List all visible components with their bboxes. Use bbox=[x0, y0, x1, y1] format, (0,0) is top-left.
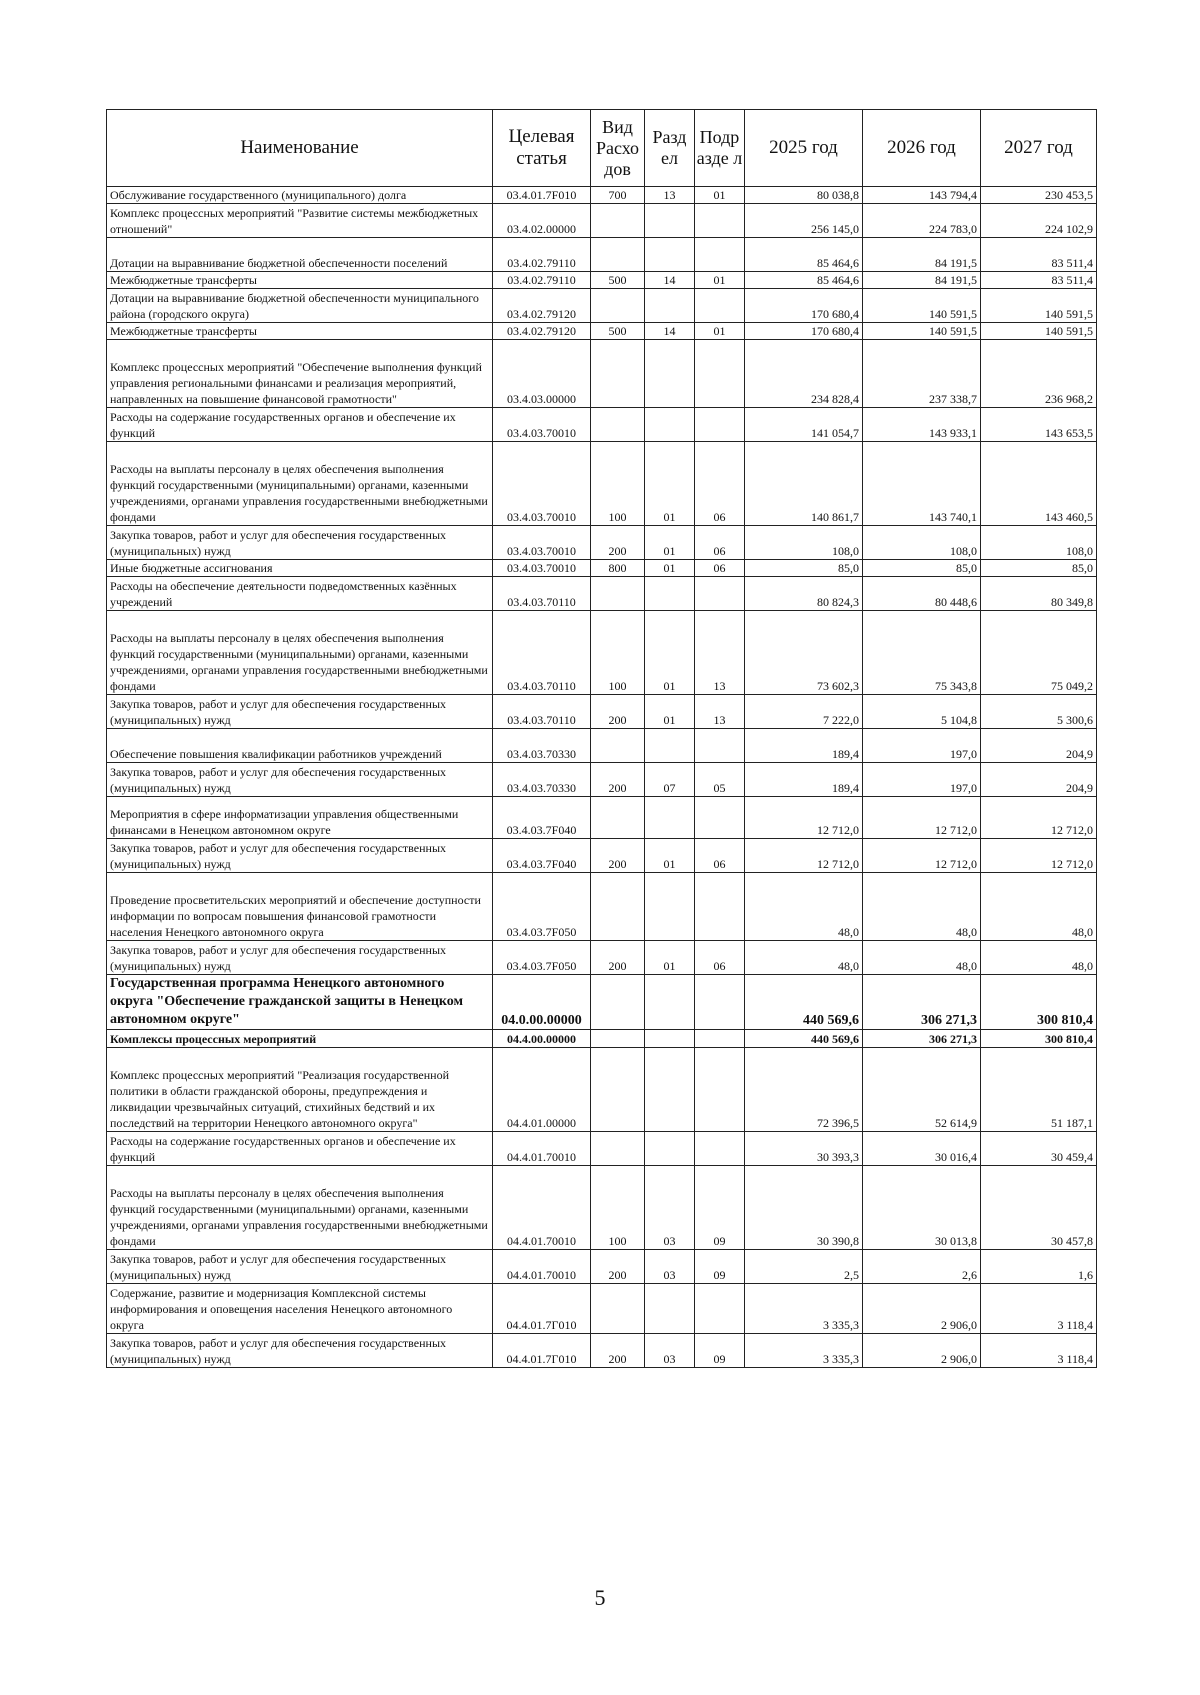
row-expense-type: 200 bbox=[591, 1334, 645, 1368]
row-name: Закупка товаров, работ и услуг для обеспечения государственных (муниципальных) нужд bbox=[107, 941, 493, 975]
row-amount-2026: 48,0 bbox=[863, 873, 981, 941]
row-name: Комплекс процессных мероприятий "Развитие системы межбюджетных отношений" bbox=[107, 204, 493, 238]
row-expense-type: 100 bbox=[591, 611, 645, 695]
row-subsection: 06 bbox=[695, 560, 745, 577]
row-amount-2025: 3 335,3 bbox=[745, 1334, 863, 1368]
row-section bbox=[645, 408, 695, 442]
row-amount-2027: 5 300,6 bbox=[981, 695, 1097, 729]
row-subsection bbox=[695, 238, 745, 272]
row-amount-2025: 80 824,3 bbox=[745, 577, 863, 611]
row-name: Закупка товаров, работ и услуг для обеспечения государственных (муниципальных) нужд bbox=[107, 526, 493, 560]
row-amount-2025: 108,0 bbox=[745, 526, 863, 560]
row-amount-2025: 12 712,0 bbox=[745, 797, 863, 839]
row-subsection bbox=[695, 408, 745, 442]
row-subsection bbox=[695, 1284, 745, 1334]
row-expense-type bbox=[591, 340, 645, 408]
row-amount-2025: 12 712,0 bbox=[745, 839, 863, 873]
row-subsection: 09 bbox=[695, 1250, 745, 1284]
row-target-code: 03.4.03.70330 bbox=[493, 763, 591, 797]
row-subsection: 09 bbox=[695, 1166, 745, 1250]
table-row bbox=[107, 187, 1097, 204]
row-amount-2027: 108,0 bbox=[981, 526, 1097, 560]
row-amount-2026: 197,0 bbox=[863, 729, 981, 763]
row-target-code: 04.4.01.7Г010 bbox=[493, 1334, 591, 1368]
row-expense-type: 100 bbox=[591, 442, 645, 526]
row-target-code: 03.4.02.00000 bbox=[493, 204, 591, 238]
header-section: Разд ел bbox=[645, 110, 695, 187]
row-amount-2025: 80 038,8 bbox=[745, 187, 863, 204]
row-subsection bbox=[695, 204, 745, 238]
table-row bbox=[107, 272, 1097, 289]
header-year-2025: 2025 год bbox=[745, 110, 863, 187]
row-amount-2027: 204,9 bbox=[981, 729, 1097, 763]
row-amount-2026: 108,0 bbox=[863, 526, 981, 560]
row-amount-2025: 30 393,3 bbox=[745, 1132, 863, 1166]
row-expense-type: 200 bbox=[591, 839, 645, 873]
row-section: 01 bbox=[645, 611, 695, 695]
row-amount-2027: 30 457,8 bbox=[981, 1166, 1097, 1250]
row-section: 01 bbox=[645, 442, 695, 526]
row-amount-2026: 52 614,9 bbox=[863, 1048, 981, 1132]
header-subsection: Подр азде л bbox=[695, 110, 745, 187]
row-amount-2026: 2 906,0 bbox=[863, 1284, 981, 1334]
row-amount-2027: 143 653,5 bbox=[981, 408, 1097, 442]
row-name: Расходы на выплаты персоналу в целях обеспечения выполнения функций государственными (муниципальными) органами, казенными учреждениями, органами управления государственными внебюджетными фондами bbox=[107, 442, 493, 526]
row-amount-2026: 75 343,8 bbox=[863, 611, 981, 695]
table-row bbox=[107, 1284, 1097, 1334]
row-expense-type bbox=[591, 1048, 645, 1132]
row-subsection bbox=[695, 975, 745, 1030]
row-target-code: 04.4.01.70010 bbox=[493, 1166, 591, 1250]
table-row bbox=[107, 340, 1097, 408]
row-name: Содержание, развитие и модернизация Комплексной системы информирования и оповещения населения Ненецкого автономного округа bbox=[107, 1284, 493, 1334]
row-name: Проведение просветительских мероприятий и обеспечение доступности информации по вопросам повышения финансовой грамотности населения Ненецкого автономного округа bbox=[107, 873, 493, 941]
table-row bbox=[107, 1048, 1097, 1132]
row-amount-2026: 30 013,8 bbox=[863, 1166, 981, 1250]
table-row bbox=[107, 975, 1097, 1030]
row-name: Межбюджетные трансферты bbox=[107, 323, 493, 340]
header-year-2027: 2027 год bbox=[981, 110, 1097, 187]
row-name: Закупка товаров, работ и услуг для обеспечения государственных (муниципальных) нужд bbox=[107, 1334, 493, 1368]
row-expense-type: 200 bbox=[591, 763, 645, 797]
row-subsection bbox=[695, 289, 745, 323]
row-amount-2025: 85,0 bbox=[745, 560, 863, 577]
row-subsection: 13 bbox=[695, 695, 745, 729]
table-row bbox=[107, 442, 1097, 526]
row-expense-type bbox=[591, 204, 645, 238]
row-subsection bbox=[695, 340, 745, 408]
row-subsection bbox=[695, 729, 745, 763]
row-expense-type: 200 bbox=[591, 941, 645, 975]
table-row bbox=[107, 408, 1097, 442]
row-amount-2025: 48,0 bbox=[745, 873, 863, 941]
row-target-code: 03.4.03.7F050 bbox=[493, 873, 591, 941]
row-target-code: 03.4.03.70010 bbox=[493, 408, 591, 442]
table-body bbox=[107, 187, 1097, 1368]
row-amount-2027: 12 712,0 bbox=[981, 797, 1097, 839]
row-expense-type: 700 bbox=[591, 187, 645, 204]
row-subsection bbox=[695, 797, 745, 839]
row-section bbox=[645, 873, 695, 941]
row-expense-type: 800 bbox=[591, 560, 645, 577]
row-section: 01 bbox=[645, 526, 695, 560]
table-row bbox=[107, 1334, 1097, 1368]
row-section: 14 bbox=[645, 323, 695, 340]
row-amount-2027: 75 049,2 bbox=[981, 611, 1097, 695]
row-amount-2026: 84 191,5 bbox=[863, 272, 981, 289]
row-subsection bbox=[695, 1048, 745, 1132]
row-section: 03 bbox=[645, 1250, 695, 1284]
row-amount-2025: 140 861,7 bbox=[745, 442, 863, 526]
row-amount-2027: 224 102,9 bbox=[981, 204, 1097, 238]
row-amount-2027: 143 460,5 bbox=[981, 442, 1097, 526]
row-subsection: 06 bbox=[695, 526, 745, 560]
row-expense-type bbox=[591, 577, 645, 611]
row-name: Расходы на выплаты персоналу в целях обеспечения выполнения функций государственными (муниципальными) органами, казенными учреждениями, органами управления государственными внебюджетными фондами bbox=[107, 1166, 493, 1250]
row-amount-2027: 3 118,4 bbox=[981, 1334, 1097, 1368]
table-row bbox=[107, 839, 1097, 873]
row-amount-2025: 85 464,6 bbox=[745, 272, 863, 289]
row-target-code: 04.4.01.70010 bbox=[493, 1132, 591, 1166]
row-name: Межбюджетные трансферты bbox=[107, 272, 493, 289]
row-subsection: 01 bbox=[695, 272, 745, 289]
row-amount-2027: 300 810,4 bbox=[981, 975, 1097, 1030]
row-subsection bbox=[695, 1030, 745, 1048]
row-section bbox=[645, 238, 695, 272]
row-name: Расходы на выплаты персоналу в целях обеспечения выполнения функций государственными (муниципальными) органами, казенными учреждениями, органами управления государственными внебюджетными фондами bbox=[107, 611, 493, 695]
row-amount-2025: 2,5 bbox=[745, 1250, 863, 1284]
row-name: Мероприятия в сфере информатизации управления общественными финансами в Ненецком автономном округе bbox=[107, 797, 493, 839]
row-amount-2026: 306 271,3 bbox=[863, 1030, 981, 1048]
row-section bbox=[645, 729, 695, 763]
row-amount-2025: 440 569,6 bbox=[745, 975, 863, 1030]
row-name: Расходы на содержание государственных органов и обеспечение их функций bbox=[107, 1132, 493, 1166]
row-target-code: 03.4.03.70110 bbox=[493, 577, 591, 611]
row-expense-type: 100 bbox=[591, 1166, 645, 1250]
row-amount-2027: 3 118,4 bbox=[981, 1284, 1097, 1334]
row-section: 01 bbox=[645, 695, 695, 729]
row-expense-type: 200 bbox=[591, 526, 645, 560]
row-name: Закупка товаров, работ и услуг для обеспечения государственных (муниципальных) нужд bbox=[107, 695, 493, 729]
row-expense-type bbox=[591, 729, 645, 763]
row-amount-2027: 1,6 bbox=[981, 1250, 1097, 1284]
row-amount-2025: 234 828,4 bbox=[745, 340, 863, 408]
table-row bbox=[107, 1132, 1097, 1166]
row-amount-2025: 3 335,3 bbox=[745, 1284, 863, 1334]
row-subsection: 06 bbox=[695, 941, 745, 975]
row-target-code: 03.4.02.79120 bbox=[493, 323, 591, 340]
row-subsection: 01 bbox=[695, 187, 745, 204]
header-target-article: Целевая статья bbox=[493, 110, 591, 187]
table-row bbox=[107, 611, 1097, 695]
row-target-code: 03.4.03.70010 bbox=[493, 560, 591, 577]
row-amount-2026: 140 591,5 bbox=[863, 323, 981, 340]
row-amount-2025: 440 569,6 bbox=[745, 1030, 863, 1048]
row-amount-2027: 83 511,4 bbox=[981, 238, 1097, 272]
row-amount-2026: 80 448,6 bbox=[863, 577, 981, 611]
row-name: Расходы на содержание государственных органов и обеспечение их функций bbox=[107, 408, 493, 442]
row-subsection bbox=[695, 873, 745, 941]
row-amount-2025: 85 464,6 bbox=[745, 238, 863, 272]
row-amount-2026: 12 712,0 bbox=[863, 797, 981, 839]
row-amount-2026: 30 016,4 bbox=[863, 1132, 981, 1166]
table-row bbox=[107, 577, 1097, 611]
row-subsection bbox=[695, 577, 745, 611]
row-target-code: 03.4.02.79110 bbox=[493, 272, 591, 289]
table-row bbox=[107, 526, 1097, 560]
row-subsection: 06 bbox=[695, 839, 745, 873]
row-target-code: 04.4.01.70010 bbox=[493, 1250, 591, 1284]
row-name: Дотации на выравнивание бюджетной обеспеченности поселений bbox=[107, 238, 493, 272]
row-expense-type: 500 bbox=[591, 323, 645, 340]
row-target-code: 03.4.02.79110 bbox=[493, 238, 591, 272]
row-target-code: 03.4.03.00000 bbox=[493, 340, 591, 408]
row-amount-2025: 30 390,8 bbox=[745, 1166, 863, 1250]
row-subsection: 13 bbox=[695, 611, 745, 695]
row-amount-2027: 85,0 bbox=[981, 560, 1097, 577]
row-expense-type bbox=[591, 238, 645, 272]
table-header-row bbox=[107, 110, 1097, 187]
row-amount-2027: 140 591,5 bbox=[981, 323, 1097, 340]
row-amount-2026: 12 712,0 bbox=[863, 839, 981, 873]
row-name: Государственная программа Ненецкого автономного округа "Обеспечение гражданской защиты в Ненецком автономном округе" bbox=[107, 975, 493, 1030]
row-name: Комплекс процессных мероприятий "Обеспечение выполнения функций управления региональными финансами и реализация мероприятий, направленных на повышение финансовой грамотности" bbox=[107, 340, 493, 408]
row-section bbox=[645, 1284, 695, 1334]
row-expense-type bbox=[591, 289, 645, 323]
row-name: Комплексы процессных мероприятий bbox=[107, 1030, 493, 1048]
row-subsection: 06 bbox=[695, 442, 745, 526]
row-amount-2026: 2,6 bbox=[863, 1250, 981, 1284]
row-amount-2026: 48,0 bbox=[863, 941, 981, 975]
row-amount-2025: 141 054,7 bbox=[745, 408, 863, 442]
row-target-code: 04.0.00.00000 bbox=[493, 975, 591, 1030]
row-amount-2027: 51 187,1 bbox=[981, 1048, 1097, 1132]
row-target-code: 03.4.03.7F040 bbox=[493, 797, 591, 839]
row-amount-2025: 170 680,4 bbox=[745, 289, 863, 323]
row-subsection bbox=[695, 1132, 745, 1166]
row-amount-2027: 30 459,4 bbox=[981, 1132, 1097, 1166]
budget-table bbox=[106, 109, 1097, 1368]
row-subsection: 01 bbox=[695, 323, 745, 340]
row-target-code: 03.4.03.70110 bbox=[493, 695, 591, 729]
row-amount-2026: 143 740,1 bbox=[863, 442, 981, 526]
row-amount-2027: 204,9 bbox=[981, 763, 1097, 797]
row-subsection: 05 bbox=[695, 763, 745, 797]
row-target-code: 03.4.03.70010 bbox=[493, 526, 591, 560]
row-amount-2026: 5 104,8 bbox=[863, 695, 981, 729]
row-amount-2026: 237 338,7 bbox=[863, 340, 981, 408]
table-row bbox=[107, 289, 1097, 323]
header-name: Наименование bbox=[107, 110, 493, 187]
row-section bbox=[645, 577, 695, 611]
row-section bbox=[645, 289, 695, 323]
table-row bbox=[107, 763, 1097, 797]
budget-table-sheet bbox=[106, 109, 1096, 1368]
row-expense-type: 500 bbox=[591, 272, 645, 289]
row-target-code: 03.4.01.7F010 bbox=[493, 187, 591, 204]
row-target-code: 03.4.02.79120 bbox=[493, 289, 591, 323]
row-section: 01 bbox=[645, 839, 695, 873]
row-target-code: 04.4.01.00000 bbox=[493, 1048, 591, 1132]
row-expense-type bbox=[591, 873, 645, 941]
table-row bbox=[107, 1166, 1097, 1250]
table-row bbox=[107, 204, 1097, 238]
row-target-code: 03.4.03.7F040 bbox=[493, 839, 591, 873]
row-amount-2026: 84 191,5 bbox=[863, 238, 981, 272]
row-target-code: 03.4.03.70010 bbox=[493, 442, 591, 526]
row-subsection: 09 bbox=[695, 1334, 745, 1368]
table-row bbox=[107, 797, 1097, 839]
table-row bbox=[107, 729, 1097, 763]
row-amount-2027: 48,0 bbox=[981, 873, 1097, 941]
row-section: 13 bbox=[645, 187, 695, 204]
row-name: Иные бюджетные ассигнования bbox=[107, 560, 493, 577]
row-section: 01 bbox=[645, 941, 695, 975]
row-expense-type bbox=[591, 797, 645, 839]
row-name: Обслуживание государственного (муниципального) долга bbox=[107, 187, 493, 204]
row-section bbox=[645, 1132, 695, 1166]
row-expense-type: 200 bbox=[591, 1250, 645, 1284]
row-name: Закупка товаров, работ и услуг для обеспечения государственных (муниципальных) нужд bbox=[107, 839, 493, 873]
row-amount-2027: 48,0 bbox=[981, 941, 1097, 975]
row-amount-2027: 12 712,0 bbox=[981, 839, 1097, 873]
table-row bbox=[107, 560, 1097, 577]
row-target-code: 03.4.03.7F050 bbox=[493, 941, 591, 975]
row-amount-2027: 300 810,4 bbox=[981, 1030, 1097, 1048]
row-name: Закупка товаров, работ и услуг для обеспечения государственных (муниципальных) нужд bbox=[107, 763, 493, 797]
row-amount-2026: 85,0 bbox=[863, 560, 981, 577]
row-amount-2025: 72 396,5 bbox=[745, 1048, 863, 1132]
row-amount-2025: 48,0 bbox=[745, 941, 863, 975]
table-row bbox=[107, 873, 1097, 941]
row-amount-2025: 7 222,0 bbox=[745, 695, 863, 729]
header-expense-type: Вид Расхо дов bbox=[591, 110, 645, 187]
row-amount-2027: 83 511,4 bbox=[981, 272, 1097, 289]
row-expense-type bbox=[591, 1132, 645, 1166]
row-section bbox=[645, 975, 695, 1030]
row-amount-2025: 73 602,3 bbox=[745, 611, 863, 695]
row-amount-2026: 2 906,0 bbox=[863, 1334, 981, 1368]
row-amount-2026: 143 933,1 bbox=[863, 408, 981, 442]
row-target-code: 04.4.01.7Г010 bbox=[493, 1284, 591, 1334]
row-amount-2025: 256 145,0 bbox=[745, 204, 863, 238]
row-amount-2026: 306 271,3 bbox=[863, 975, 981, 1030]
row-amount-2027: 230 453,5 bbox=[981, 187, 1097, 204]
row-amount-2025: 170 680,4 bbox=[745, 323, 863, 340]
table-row bbox=[107, 941, 1097, 975]
page-number: 5 bbox=[594, 1585, 606, 1610]
row-section bbox=[645, 1030, 695, 1048]
row-section: 01 bbox=[645, 560, 695, 577]
row-section bbox=[645, 1048, 695, 1132]
row-expense-type bbox=[591, 408, 645, 442]
row-section bbox=[645, 340, 695, 408]
table-row bbox=[107, 238, 1097, 272]
table-row bbox=[107, 323, 1097, 340]
row-amount-2027: 80 349,8 bbox=[981, 577, 1097, 611]
row-name: Расходы на обеспечение деятельности подведомственных казённых учреждений bbox=[107, 577, 493, 611]
row-expense-type: 200 bbox=[591, 695, 645, 729]
row-name: Дотации на выравнивание бюджетной обеспеченности муниципального района (городского округа) bbox=[107, 289, 493, 323]
row-name: Обеспечение повышения квалификации работников учреждений bbox=[107, 729, 493, 763]
row-expense-type bbox=[591, 1284, 645, 1334]
row-expense-type bbox=[591, 975, 645, 1030]
row-amount-2026: 224 783,0 bbox=[863, 204, 981, 238]
row-expense-type bbox=[591, 1030, 645, 1048]
row-amount-2027: 140 591,5 bbox=[981, 289, 1097, 323]
row-section: 07 bbox=[645, 763, 695, 797]
row-target-code: 03.4.03.70110 bbox=[493, 611, 591, 695]
row-section: 14 bbox=[645, 272, 695, 289]
row-name: Комплекс процессных мероприятий "Реализация государственной политики в области гражданской обороны, предупреждения и ликвидации чрезвычайных ситуаций, стихийных бедствий и их последствий на территории Ненецкого автономного округа" bbox=[107, 1048, 493, 1132]
table-row bbox=[107, 1250, 1097, 1284]
row-name: Закупка товаров, работ и услуг для обеспечения государственных (муниципальных) нужд bbox=[107, 1250, 493, 1284]
header-year-2026: 2026 год bbox=[863, 110, 981, 187]
row-amount-2026: 197,0 bbox=[863, 763, 981, 797]
row-amount-2025: 189,4 bbox=[745, 763, 863, 797]
table-row bbox=[107, 1030, 1097, 1048]
row-amount-2026: 143 794,4 bbox=[863, 187, 981, 204]
row-amount-2025: 189,4 bbox=[745, 729, 863, 763]
row-amount-2026: 140 591,5 bbox=[863, 289, 981, 323]
row-section bbox=[645, 204, 695, 238]
row-section: 03 bbox=[645, 1166, 695, 1250]
row-section bbox=[645, 797, 695, 839]
row-amount-2027: 236 968,2 bbox=[981, 340, 1097, 408]
row-section: 03 bbox=[645, 1334, 695, 1368]
row-target-code: 03.4.03.70330 bbox=[493, 729, 591, 763]
table-row bbox=[107, 695, 1097, 729]
row-target-code: 04.4.00.00000 bbox=[493, 1030, 591, 1048]
